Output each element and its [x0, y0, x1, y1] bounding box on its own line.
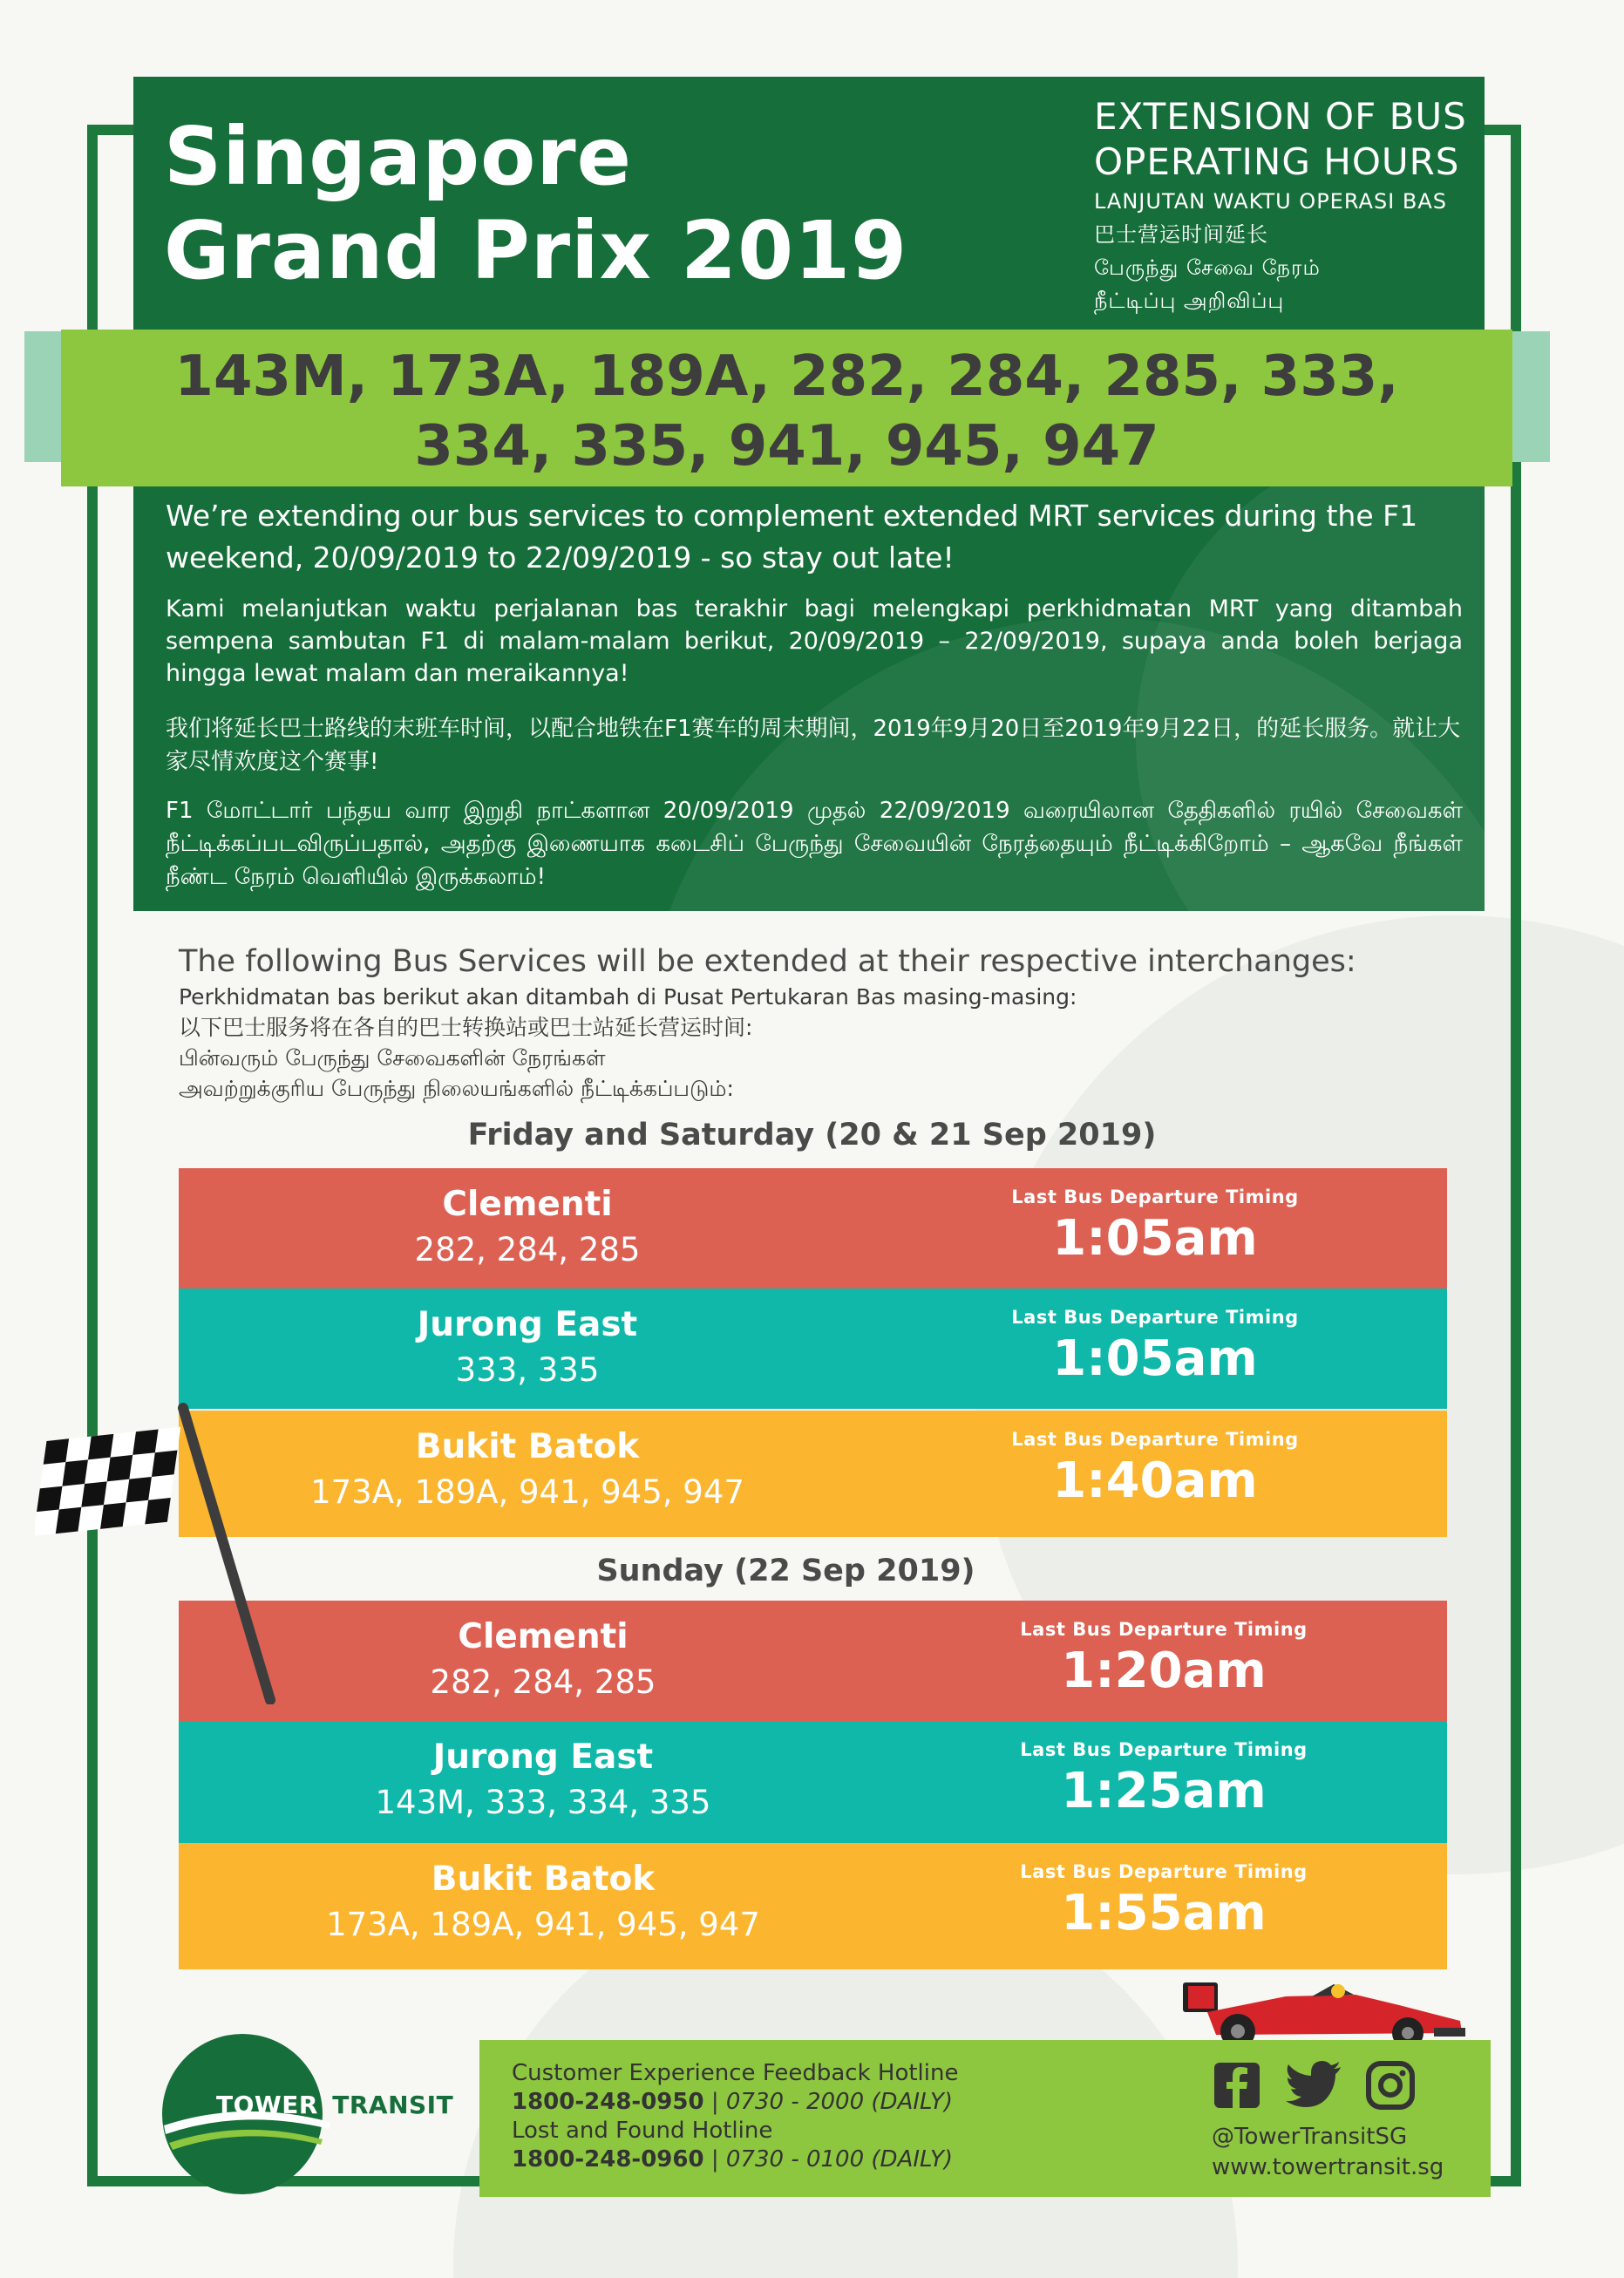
social-icons — [1212, 2059, 1473, 2111]
interchange-name: Clementi — [442, 1185, 613, 1224]
feedback-hours: 0730 - 2000 (DAILY) — [725, 2089, 954, 2115]
last-bus-time: 1:20am — [1061, 1642, 1267, 1699]
social-handle[interactable]: @TowerTransitSG — [1212, 2124, 1408, 2150]
twitter-icon[interactable] — [1285, 2060, 1342, 2111]
following-malay: Perkhidmatan bas berikut akan ditambah di Pusat Pertukaran Bas masing-masing: — [179, 984, 1077, 1010]
service-numbers: 173A, 189A, 941, 945, 947 — [310, 1473, 744, 1511]
schedule-row — [179, 1843, 1447, 1969]
timing-label: Last Bus Departure Timing — [1020, 1739, 1308, 1760]
lost-found-hours: 0730 - 0100 (DAILY) — [725, 2146, 954, 2173]
last-bus-time: 1:40am — [1052, 1452, 1258, 1509]
schedule-row — [179, 1289, 1447, 1409]
timing-label: Last Bus Departure Timing — [1020, 1861, 1308, 1882]
feedback-phone[interactable]: 1800-248-0950 — [512, 2089, 704, 2115]
intro-panel — [133, 486, 1485, 911]
service-numbers: 143M, 333, 334, 335 — [375, 1784, 711, 1821]
intro-english: We’re extending our bus services to complement extended MRT services during the F1 weekend, 20/09/2019 to 22/09/2019 - so stay out late! — [166, 499, 1418, 575]
page-title: Singapore Grand Prix 2019 — [164, 110, 908, 297]
intro-malay: Kami melanjutkan waktu perjalanan bas terakhir bagi melengkapi perkhidmatan MRT yang ditambah sempena sambutan F1 di malam-malam berikut, 20/09/2019 – 22/09/2019, supaya anda boleh berjaga hingga lewat malam dan meraikannya! — [166, 595, 1463, 687]
extension-title-malay: LANJUTAN WAKTU OPERASI BAS — [1094, 189, 1448, 214]
lost-found-hotline: 1800-248-0960 | 0730 - 0100 (DAILY) — [512, 2146, 954, 2173]
interchange-name: Jurong East — [432, 1737, 654, 1777]
timing-label: Last Bus Departure Timing — [1020, 1619, 1308, 1640]
schedule-row — [179, 1601, 1447, 1721]
interchange-name: Clementi — [458, 1617, 629, 1656]
schedule-row — [179, 1168, 1447, 1289]
extension-title-line1: EXTENSION OF BUS — [1094, 95, 1467, 138]
contact-footer — [479, 2040, 1491, 2197]
schedule-heading-sunday: Sunday (22 Sep 2019) — [596, 1554, 975, 1588]
facebook-icon[interactable] — [1212, 2060, 1262, 2111]
checkered-flag-icon — [35, 1399, 296, 1704]
following-chinese: 以下巴士服务将在各自的巴士转换站或巴士站延长营运时间: — [179, 1015, 753, 1040]
timing-label: Last Bus Departure Timing — [1011, 1187, 1299, 1207]
feedback-hotline-label: Customer Experience Feedback Hotline — [512, 2060, 959, 2086]
instagram-icon[interactable] — [1365, 2060, 1416, 2111]
right-accent-tab — [1508, 331, 1550, 462]
social-info — [1212, 2059, 1473, 2183]
service-numbers: 173A, 189A, 941, 945, 947 — [326, 1906, 760, 1943]
extension-title-line2: OPERATING HOURS — [1094, 140, 1460, 183]
following-services-notice — [179, 942, 1486, 1104]
interchange-name: Jurong East — [417, 1305, 638, 1344]
service-numbers: 282, 284, 285 — [414, 1231, 641, 1268]
header-banner — [133, 77, 1485, 330]
service-numbers: 333, 335 — [455, 1351, 600, 1389]
website-link[interactable]: www.towertransit.sg — [1212, 2154, 1444, 2180]
routes-line-2: 334, 335, 941, 945, 947 — [414, 414, 1159, 479]
timing-label: Last Bus Departure Timing — [1011, 1307, 1299, 1328]
interchange-name: Bukit Batok — [431, 1860, 656, 1899]
extension-title-chinese: 巴士营运时间延长 — [1094, 222, 1268, 247]
schedule-row — [179, 1721, 1447, 1843]
lost-found-phone[interactable]: 1800-248-0960 — [512, 2146, 704, 2173]
last-bus-time: 1:05am — [1052, 1330, 1258, 1387]
following-english: The following Bus Services will be extended at their respective interchanges: — [179, 944, 1356, 979]
hotline-info — [512, 2059, 1070, 2174]
following-tamil-2: அவற்றுக்குரிய பேருந்து நிலையங்களில் நீட்டிக்கப்படும்: — [179, 1076, 734, 1101]
last-bus-time: 1:05am — [1052, 1210, 1258, 1267]
intro-chinese: 我们将延长巴士路线的末班车时间，以配合地铁在F1赛车的周末期间，2019年9月20日至2019年9月22日，的延长服务。就让大家尽情欢度这个赛事! — [166, 716, 1461, 775]
intro-tamil: F1 மோட்டார் பந்தய வார இறுதி நாட்களான 20/09/2019 முதல் 22/09/2019 வரையிலான தேதிகளில் ரயில் சேவைகள் நீட்டிக்கப்படவிருப்பதால், அதற்கு இணையாக கடைசிப் பேருந்து சேவையின் நேரத்தையும் நீட்டிக்கிறோம் – ஆகவே நீங்கள் நீண்ட நேரம் வெளியில் இருக்கலாம்! — [166, 798, 1463, 890]
service-numbers: 282, 284, 285 — [430, 1663, 656, 1701]
interchange-name: Bukit Batok — [415, 1427, 640, 1466]
lost-found-label: Lost and Found Hotline — [512, 2118, 773, 2144]
extension-notice — [1094, 94, 1478, 317]
affected-routes-band — [61, 330, 1512, 486]
following-tamil-1: பின்வரும் பேருந்து சேவைகளின் நேரங்கள் — [179, 1045, 606, 1071]
last-bus-time: 1:25am — [1061, 1763, 1267, 1819]
extension-title-tamil-2: நீட்டிப்பு அறிவிப்பு — [1094, 289, 1285, 313]
schedule-heading-fri-sat: Friday and Saturday (20 & 21 Sep 2019) — [467, 1118, 1157, 1153]
routes-line-1: 143M, 173A, 189A, 282, 284, 285, 333, — [174, 344, 1399, 409]
extension-title-tamil-1: பேருந்து சேவை நேரம் — [1094, 255, 1321, 280]
tower-transit-logo — [155, 2031, 454, 2197]
timing-label: Last Bus Departure Timing — [1011, 1429, 1299, 1450]
feedback-hotline: 1800-248-0950 | 0730 - 2000 (DAILY) — [512, 2089, 954, 2115]
schedule-row — [179, 1411, 1447, 1537]
last-bus-time: 1:55am — [1061, 1885, 1267, 1941]
logo-wordmark: TOWER TRANSIT — [216, 2091, 454, 2119]
